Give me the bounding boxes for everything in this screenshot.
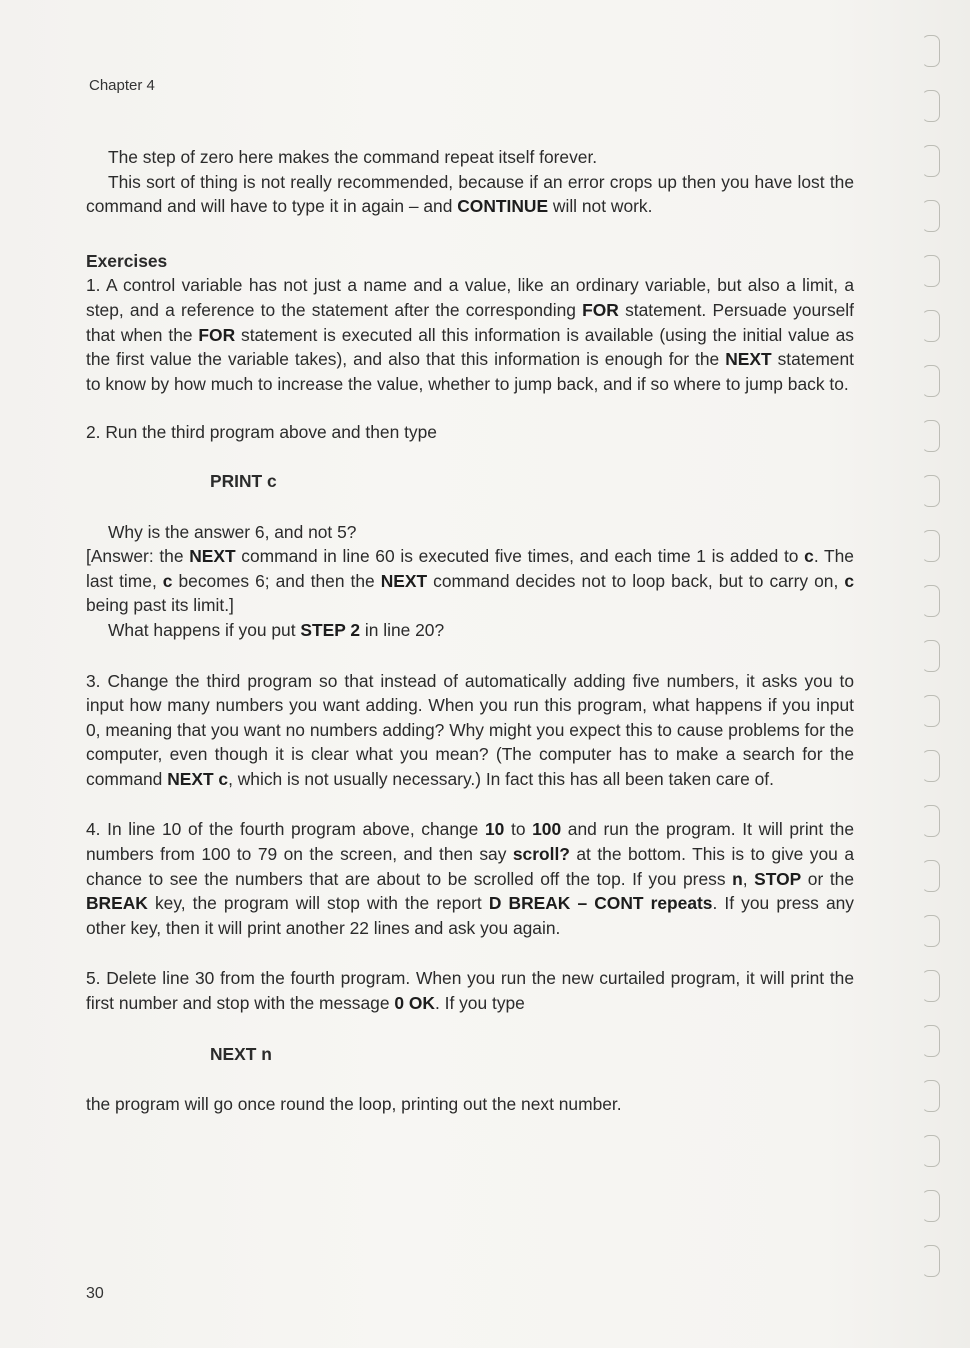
binding-ring xyxy=(922,365,940,397)
text-run: . If you press any other key, then it will print another 22 lines and ask you again. xyxy=(86,893,854,938)
keyword-stop: STOP xyxy=(754,868,802,889)
binding-ring xyxy=(922,145,940,177)
keyword-next: NEXT xyxy=(380,570,428,591)
exercise-3 xyxy=(86,669,854,792)
question-step-2 xyxy=(86,618,854,643)
paragraph-final: the program will go once round the loop, printing out the next number. xyxy=(86,1094,622,1115)
keyword-next: NEXT xyxy=(725,349,772,370)
binding-ring xyxy=(922,970,940,1002)
binding-ring xyxy=(922,805,940,837)
binding-ring xyxy=(922,35,940,67)
binding-ring xyxy=(922,90,940,122)
text-run: . If you type xyxy=(434,993,525,1014)
text-run: to xyxy=(504,819,533,840)
text-run: becomes 6; and then the xyxy=(172,570,381,591)
text-run: and run the program. It will print the numbers from 100 to 79 on the screen, and then say xyxy=(86,819,855,865)
keyword-100: 100 xyxy=(532,819,562,840)
binding-ring xyxy=(922,915,940,947)
spiral-binding xyxy=(920,20,950,1330)
text-run: command decides not to loop back, but to carry on, xyxy=(427,570,845,591)
text-run: [Answer: the xyxy=(86,546,190,567)
keyword-10: 10 xyxy=(485,819,505,840)
binding-ring xyxy=(922,860,940,892)
text-run: in line 20? xyxy=(360,619,445,640)
text-run: statement is executed all this information is available (using the initial value as the first value the variable takes), and also that this information is enough for the xyxy=(86,324,854,370)
page-number: 30 xyxy=(86,1285,104,1302)
keyword-next-c: NEXT c xyxy=(167,768,229,789)
exercise-1 xyxy=(86,273,854,396)
keyword-report: D BREAK – CONT repeats xyxy=(488,893,713,914)
text-run: statement to know by how much to increase the value, whether to jump back, and if so where to jump back to. xyxy=(86,349,854,394)
keyword-scroll: scroll? xyxy=(512,844,570,865)
exercise-4 xyxy=(86,817,854,940)
page-body xyxy=(86,145,854,1117)
exercises-heading: Exercises xyxy=(86,250,168,271)
text-run: . The last time, xyxy=(86,546,854,591)
text-run: 1. A control variable has not just a name and a value, like an ordinary variable, but also a limit, a step, and a reference to the statement after the corresponding xyxy=(86,275,854,320)
binding-ring xyxy=(922,1025,940,1057)
text-run: or the xyxy=(801,868,854,889)
text-run: , which is not usually necessary.) In fact this has all been taken care of. xyxy=(228,768,774,789)
keyword-for: FOR xyxy=(198,324,236,345)
text-run: being past its limit.] xyxy=(86,595,234,616)
binding-ring xyxy=(922,1135,940,1167)
text-run: , xyxy=(742,868,755,889)
text-run: This sort of thing is not really recommended, because if an error crops up then you have lost the command and will have to type it in again – and xyxy=(86,171,854,217)
binding-ring xyxy=(922,640,940,672)
keyword-break: BREAK xyxy=(86,893,148,914)
keyword-ok: 0 OK xyxy=(394,993,435,1014)
text-run: at the bottom. This is to give you a chance to see the numbers that are about to be scrolled off the top. If you press xyxy=(86,844,854,889)
question-why: Why is the answer 6, and not 5? xyxy=(108,521,357,542)
binding-ring xyxy=(922,1080,940,1112)
text-run: key, the program will stop with the report xyxy=(147,893,489,914)
binding-ring xyxy=(922,310,940,342)
text-run: 5. Delete line 30 from the fourth program. When you run the new curtailed program, it will print the first number and stop with the message xyxy=(86,968,854,1014)
keyword-continue: CONTINUE xyxy=(457,196,549,217)
text-run: command in line 60 is executed five times, and each time 1 is added to xyxy=(235,546,805,567)
text-run: 4. In line 10 of the fourth program above, change xyxy=(86,819,485,840)
keyword-c: c xyxy=(844,570,854,591)
keyword-c: c xyxy=(804,546,814,567)
keyword-next: NEXT xyxy=(189,546,236,567)
text-run: What happens if you put xyxy=(108,619,301,640)
binding-ring xyxy=(922,255,940,287)
binding-ring xyxy=(922,1245,940,1277)
binding-ring xyxy=(922,200,940,232)
text-run: will not work. xyxy=(548,196,653,217)
exercise-5 xyxy=(86,966,854,1015)
paragraph-not-recommended xyxy=(86,170,854,219)
code-next-n: NEXT n xyxy=(210,1043,272,1064)
code-print-c: PRINT c xyxy=(210,470,277,491)
binding-ring xyxy=(922,475,940,507)
text-run: 3. Change the third program so that instead of automatically adding five numbers, it asks you to input how many numbers you want adding. When you run this program, what happens if you input 0, meaning that you want no numbers adding? Why might you expect this to cause problems for the computer, even though it is clear what you mean? (The computer has to make a search for the command xyxy=(86,670,854,789)
binding-ring xyxy=(922,585,940,617)
keyword-c: c xyxy=(162,570,173,591)
binding-ring xyxy=(922,750,940,782)
keyword-for: FOR xyxy=(582,299,619,320)
binding-ring xyxy=(922,1190,940,1222)
chapter-header: Chapter 4 xyxy=(89,77,155,94)
keyword-step-2: STEP 2 xyxy=(300,619,361,640)
binding-ring xyxy=(922,420,940,452)
keyword-n: n xyxy=(732,868,743,889)
text-run: statement. Persuade yourself that when the xyxy=(86,299,855,345)
paragraph-step-zero: The step of zero here makes the command repeat itself forever. xyxy=(108,147,598,167)
answer-paragraph xyxy=(86,544,854,618)
binding-ring xyxy=(922,695,940,727)
exercise-2: 2. Run the third program above and then type xyxy=(86,422,437,443)
binding-ring xyxy=(922,530,940,562)
